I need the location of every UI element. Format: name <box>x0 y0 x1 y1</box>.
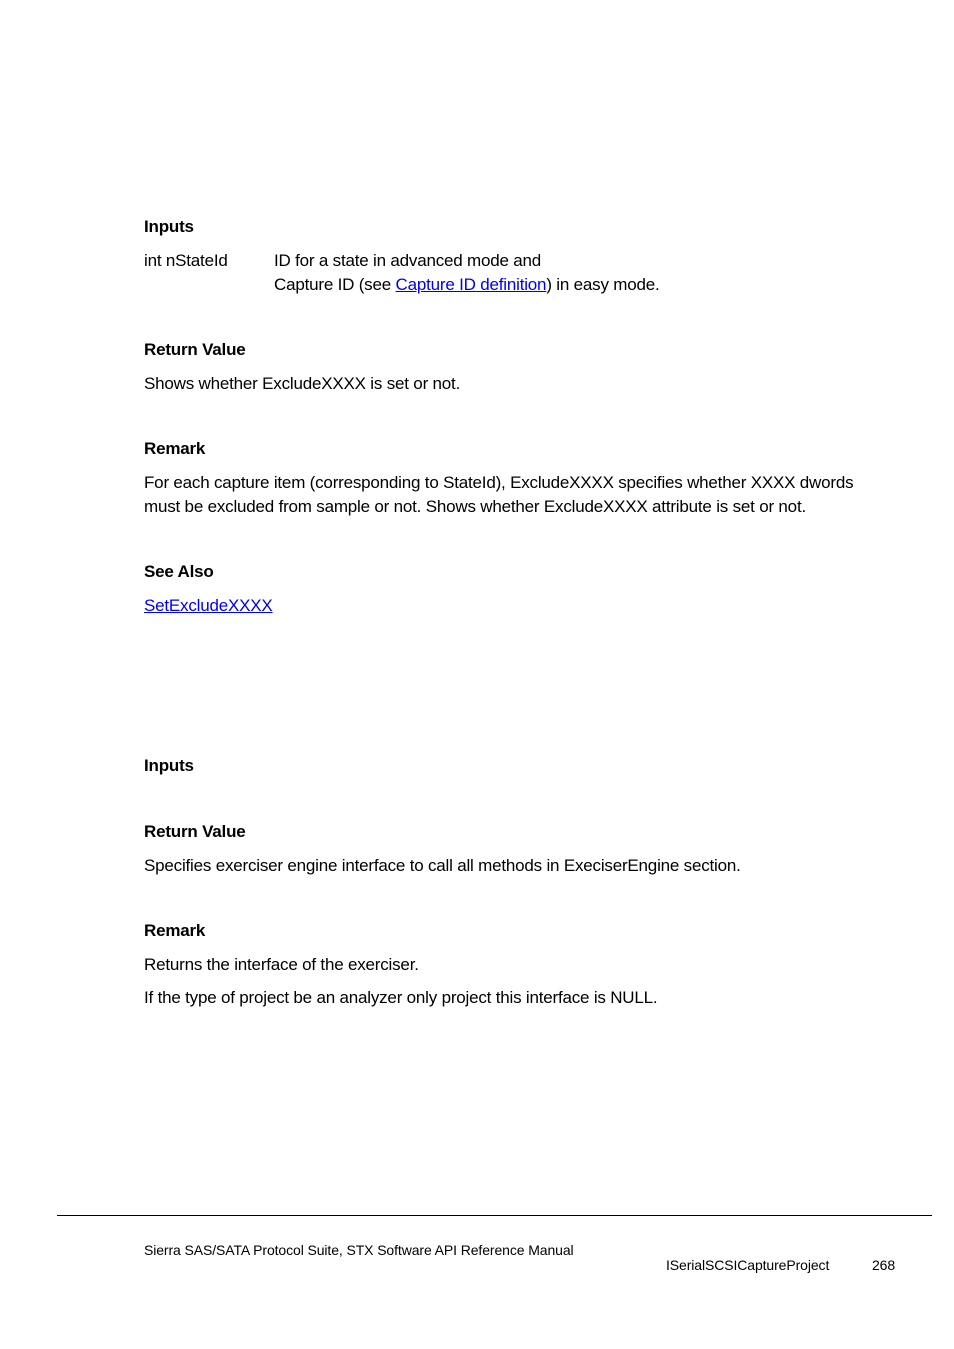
remark-heading-2: Remark <box>144 921 206 940</box>
remark-line1-2: Returns the interface of the exerciser. <box>144 955 419 974</box>
see-also-list <box>144 594 273 618</box>
see-also-heading: See Also <box>144 562 214 581</box>
footer-manual-title: Sierra SAS/SATA Protocol Suite, STX Software API Reference Manual <box>144 1242 574 1258</box>
capture-id-definition-link[interactable]: Capture ID definition <box>395 275 547 294</box>
remark-line1: For each capture item (corresponding to StateId), ExcludeXXXX specifies whether XXXX dwords <box>144 473 854 492</box>
return-value-heading-2: Return Value <box>144 822 246 841</box>
param-desc-line2 <box>274 273 660 297</box>
inputs-heading: Inputs <box>144 217 194 236</box>
return-value-text-2: Specifies exerciser engine interface to call all methods in ExeciserEngine section. <box>144 856 741 875</box>
footer-page-number: 268 <box>872 1257 896 1273</box>
remark-line2: must be excluded from sample or not. Shows whether ExcludeXXXX attribute is set or not. <box>144 497 806 516</box>
footer-section-name: ISerialSCSICaptureProject <box>666 1257 830 1273</box>
footer-divider <box>57 1215 932 1216</box>
param-desc-line1: ID for a state in advanced mode and <box>274 251 542 270</box>
remark-line2-2: If the type of project be an analyzer only project this interface is NULL. <box>144 988 658 1007</box>
param-name: int nStateId <box>144 251 228 270</box>
inputs-heading-2: Inputs <box>144 756 194 775</box>
return-value-heading: Return Value <box>144 340 246 359</box>
param-desc-prefix: Capture ID (see <box>274 275 396 294</box>
param-description <box>274 249 660 297</box>
return-value-text: Shows whether ExcludeXXXX is set or not. <box>144 374 461 393</box>
set-exclude-xxxx-link[interactable]: SetExcludeXXXX <box>144 596 273 615</box>
param-desc-suffix: ) in easy mode. <box>546 275 660 294</box>
remark-text <box>144 471 853 519</box>
remark-heading: Remark <box>144 439 206 458</box>
